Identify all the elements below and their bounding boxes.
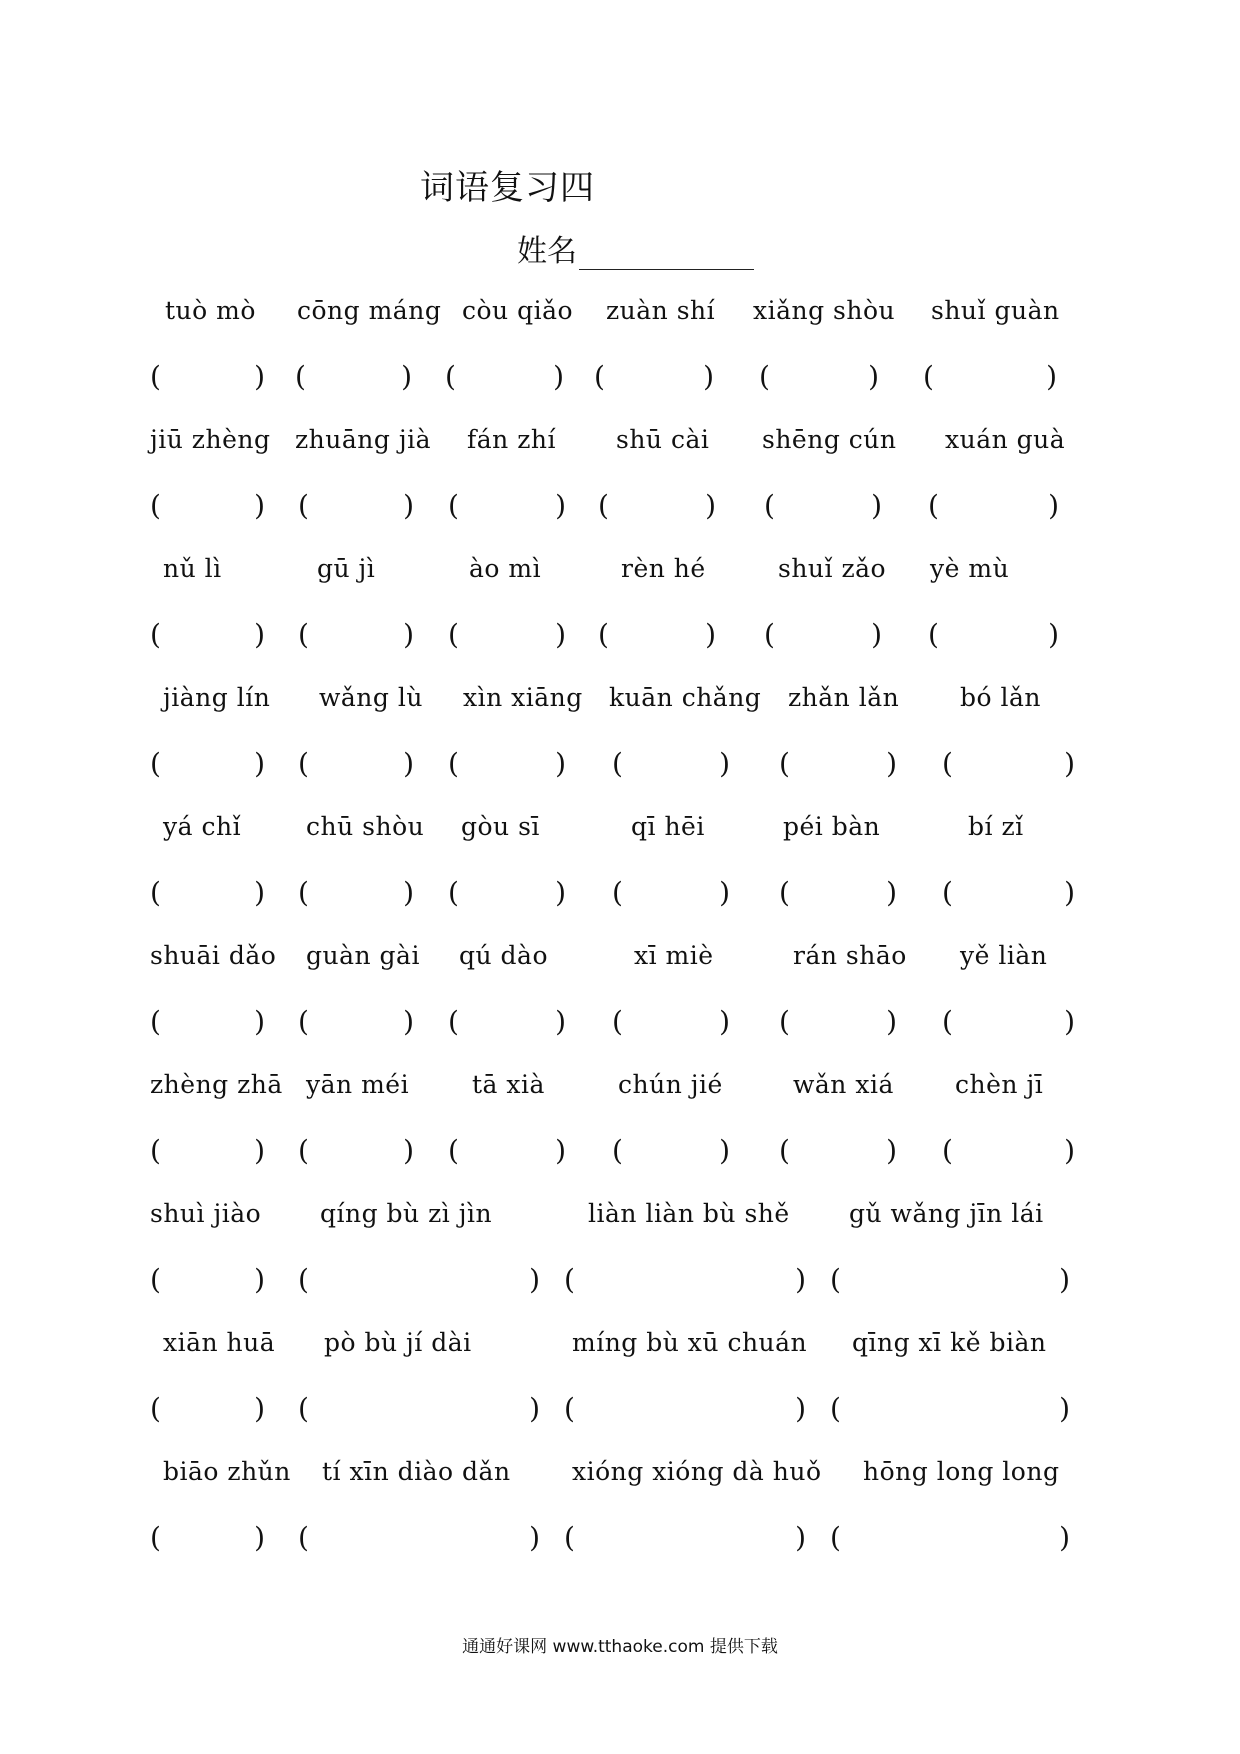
- name-blank-line[interactable]: [579, 235, 754, 270]
- pinyin-word: fán zhí: [467, 425, 556, 454]
- answer-row: [0, 1134, 1240, 1184]
- answer-row: [0, 1005, 1240, 1055]
- pinyin-word: zhǎn lǎn: [788, 683, 900, 712]
- answer-blank[interactable]: [448, 1134, 566, 1178]
- right-paren: ): [1048, 618, 1059, 651]
- pinyin-word: péi bàn: [783, 812, 881, 841]
- pinyin-word: qīng xī kě biàn: [852, 1328, 1047, 1357]
- answer-blank[interactable]: [448, 876, 566, 920]
- answer-row: [0, 618, 1240, 668]
- answer-blank[interactable]: [150, 876, 265, 920]
- pinyin-word: zuàn shí: [606, 296, 716, 325]
- right-paren: ): [254, 1263, 265, 1296]
- right-paren: ): [1064, 1005, 1075, 1038]
- answer-blank[interactable]: [448, 489, 566, 533]
- answer-row: [0, 489, 1240, 539]
- left-paren: (: [779, 876, 790, 909]
- left-paren: (: [764, 618, 775, 651]
- left-paren: (: [298, 618, 309, 651]
- left-paren: (: [779, 1134, 790, 1167]
- answer-blank[interactable]: [942, 876, 1075, 920]
- answer-blank[interactable]: [564, 1263, 806, 1307]
- right-paren: ): [254, 360, 265, 393]
- right-paren: ): [886, 1005, 897, 1038]
- right-paren: ): [254, 1005, 265, 1038]
- left-paren: (: [928, 618, 939, 651]
- right-paren: ): [1059, 1521, 1070, 1554]
- left-paren: (: [942, 1005, 953, 1038]
- left-paren: (: [295, 360, 306, 393]
- answer-blank[interactable]: [564, 1521, 806, 1565]
- pinyin-word: chún jié: [618, 1070, 723, 1099]
- left-paren: (: [830, 1263, 841, 1296]
- pinyin-word: wǎng lù: [319, 683, 423, 712]
- answer-blank[interactable]: [298, 618, 414, 662]
- right-paren: ): [795, 1521, 806, 1554]
- answer-blank[interactable]: [612, 876, 730, 920]
- pinyin-word: tuò mò: [165, 296, 256, 325]
- pinyin-word: gǔ wǎng jīn lái: [849, 1199, 1044, 1228]
- answer-row: [0, 747, 1240, 797]
- pinyin-word: qī hēi: [631, 812, 705, 841]
- pinyin-row: [0, 941, 1240, 991]
- pinyin-word: qú dào: [459, 941, 549, 970]
- pinyin-row: [0, 1457, 1240, 1507]
- pinyin-word: shū cài: [616, 425, 710, 454]
- pinyin-row: [0, 1199, 1240, 1249]
- pinyin-word: gòu sī: [461, 812, 540, 841]
- answer-blank[interactable]: [448, 618, 566, 662]
- right-paren: ): [529, 1392, 540, 1425]
- pinyin-word: kuān chǎng: [609, 683, 762, 712]
- answer-blank[interactable]: [150, 360, 265, 404]
- answer-blank[interactable]: [764, 489, 882, 533]
- left-paren: (: [150, 1521, 161, 1554]
- answer-blank[interactable]: [779, 876, 897, 920]
- pinyin-word: nǔ lì: [163, 554, 222, 583]
- right-paren: ): [868, 360, 879, 393]
- pinyin-word: shuì jiào: [150, 1199, 262, 1228]
- pinyin-word: rèn hé: [621, 554, 706, 583]
- left-paren: (: [150, 1005, 161, 1038]
- left-paren: (: [942, 1134, 953, 1167]
- pinyin-word: yān méi: [306, 1070, 410, 1099]
- right-paren: ): [254, 618, 265, 651]
- left-paren: (: [298, 489, 309, 522]
- left-paren: (: [594, 360, 605, 393]
- answer-blank[interactable]: [764, 618, 882, 662]
- right-paren: ): [529, 1521, 540, 1554]
- answer-blank[interactable]: [830, 1392, 1070, 1436]
- answer-blank[interactable]: [298, 1392, 540, 1436]
- left-paren: (: [779, 747, 790, 780]
- pinyin-word: shuǐ guàn: [931, 296, 1060, 325]
- right-paren: ): [719, 747, 730, 780]
- pinyin-row: [0, 425, 1240, 475]
- pinyin-word: gū jì: [317, 554, 376, 583]
- answer-blank[interactable]: [298, 876, 414, 920]
- answer-blank[interactable]: [759, 360, 879, 404]
- left-paren: (: [942, 876, 953, 909]
- right-paren: ): [555, 1005, 566, 1038]
- right-paren: ): [403, 618, 414, 651]
- pinyin-word: yè mù: [930, 554, 1010, 583]
- pinyin-row: [0, 296, 1240, 346]
- answer-blank[interactable]: [779, 1134, 897, 1178]
- right-paren: ): [1059, 1263, 1070, 1296]
- pinyin-word: zhuāng jià: [295, 425, 431, 454]
- right-paren: ): [719, 1005, 730, 1038]
- left-paren: (: [150, 747, 161, 780]
- right-paren: ): [795, 1263, 806, 1296]
- right-paren: ): [1064, 747, 1075, 780]
- right-paren: ): [401, 360, 412, 393]
- left-paren: (: [448, 618, 459, 651]
- right-paren: ): [254, 489, 265, 522]
- right-paren: ): [403, 1134, 414, 1167]
- left-paren: (: [298, 1134, 309, 1167]
- left-paren: (: [448, 1005, 459, 1038]
- answer-blank[interactable]: [830, 1263, 1070, 1307]
- pinyin-word: xī miè: [634, 941, 714, 970]
- left-paren: (: [448, 747, 459, 780]
- answer-blank[interactable]: [150, 1005, 265, 1049]
- right-paren: ): [705, 618, 716, 651]
- pinyin-word: jiū zhèng: [150, 425, 271, 454]
- right-paren: ): [403, 747, 414, 780]
- answer-blank[interactable]: [942, 747, 1075, 791]
- answer-blank[interactable]: [448, 747, 566, 791]
- pinyin-word: yá chǐ: [163, 812, 242, 841]
- pinyin-word: zhèng zhā: [150, 1070, 283, 1099]
- footer-credit: 通通好课网 www.tthaoke.com 提供下载: [462, 1637, 778, 1657]
- left-paren: (: [298, 1392, 309, 1425]
- name-field: [517, 226, 754, 270]
- right-paren: ): [254, 1392, 265, 1425]
- right-paren: ): [403, 489, 414, 522]
- left-paren: (: [612, 1005, 623, 1038]
- pinyin-row: [0, 554, 1240, 604]
- right-paren: ): [254, 1521, 265, 1554]
- right-paren: ): [886, 747, 897, 780]
- left-paren: (: [150, 489, 161, 522]
- pinyin-word: shuāi dǎo: [150, 941, 277, 970]
- right-paren: ): [886, 1134, 897, 1167]
- right-paren: ): [871, 489, 882, 522]
- right-paren: ): [705, 489, 716, 522]
- left-paren: (: [564, 1392, 575, 1425]
- answer-blank[interactable]: [298, 747, 414, 791]
- right-paren: ): [553, 360, 564, 393]
- right-paren: ): [555, 747, 566, 780]
- pinyin-word: biāo zhǔn: [163, 1457, 291, 1486]
- pinyin-word: hōng long long: [863, 1457, 1060, 1486]
- answer-blank[interactable]: [150, 1392, 265, 1436]
- pinyin-word: bó lǎn: [960, 683, 1042, 712]
- left-paren: (: [298, 1005, 309, 1038]
- answer-blank[interactable]: [445, 360, 564, 404]
- answer-blank[interactable]: [923, 360, 1057, 404]
- pinyin-word: pò bù jí dài: [324, 1328, 472, 1357]
- answer-blank[interactable]: [942, 1005, 1075, 1049]
- answer-blank[interactable]: [150, 1134, 265, 1178]
- pinyin-word: ào mì: [469, 554, 542, 583]
- right-paren: ): [1048, 489, 1059, 522]
- pinyin-word: shēng cún: [762, 425, 897, 454]
- pinyin-word: tí xīn diào dǎn: [322, 1457, 511, 1486]
- right-paren: ): [254, 1134, 265, 1167]
- answer-blank[interactable]: [150, 618, 265, 662]
- answer-blank[interactable]: [564, 1392, 806, 1436]
- pinyin-word: chèn jī: [955, 1070, 1044, 1099]
- pinyin-word: còu qiǎo: [462, 296, 574, 325]
- pinyin-word: xìn xiāng: [463, 683, 583, 712]
- right-paren: ): [1059, 1392, 1070, 1425]
- left-paren: (: [150, 1263, 161, 1296]
- right-paren: ): [886, 876, 897, 909]
- left-paren: (: [298, 1521, 309, 1554]
- right-paren: ): [719, 876, 730, 909]
- pinyin-word: xuán guà: [945, 425, 1066, 454]
- right-paren: ): [719, 1134, 730, 1167]
- right-paren: ): [555, 876, 566, 909]
- right-paren: ): [555, 1134, 566, 1167]
- answer-blank[interactable]: [779, 1005, 897, 1049]
- answer-blank[interactable]: [612, 747, 730, 791]
- answer-blank[interactable]: [150, 489, 265, 533]
- left-paren: (: [779, 1005, 790, 1038]
- left-paren: (: [448, 1134, 459, 1167]
- pinyin-word: wǎn xiá: [793, 1070, 894, 1099]
- right-paren: ): [555, 489, 566, 522]
- answer-blank[interactable]: [298, 1263, 540, 1307]
- answer-blank[interactable]: [928, 489, 1059, 533]
- left-paren: (: [150, 876, 161, 909]
- pinyin-word: bí zǐ: [968, 812, 1024, 841]
- right-paren: ): [254, 747, 265, 780]
- right-paren: ): [1064, 876, 1075, 909]
- answer-blank[interactable]: [298, 1005, 414, 1049]
- pinyin-word: xióng xióng dà huǒ: [572, 1457, 822, 1486]
- right-paren: ): [403, 876, 414, 909]
- pinyin-word: cōng máng: [297, 296, 442, 325]
- answer-blank[interactable]: [928, 618, 1059, 662]
- answer-blank[interactable]: [612, 1005, 730, 1049]
- left-paren: (: [598, 489, 609, 522]
- pinyin-row: [0, 683, 1240, 733]
- right-paren: ): [795, 1392, 806, 1425]
- answer-blank[interactable]: [830, 1521, 1070, 1565]
- answer-blank[interactable]: [298, 1521, 540, 1565]
- pinyin-word: chū shòu: [306, 812, 425, 841]
- left-paren: (: [764, 489, 775, 522]
- left-paren: (: [564, 1521, 575, 1554]
- right-paren: ): [1046, 360, 1057, 393]
- left-paren: (: [612, 876, 623, 909]
- pinyin-row: [0, 1328, 1240, 1378]
- left-paren: (: [598, 618, 609, 651]
- answer-blank[interactable]: [150, 1263, 265, 1307]
- answer-blank[interactable]: [150, 1521, 265, 1565]
- answer-blank[interactable]: [779, 747, 897, 791]
- left-paren: (: [150, 618, 161, 651]
- left-paren: (: [150, 1134, 161, 1167]
- left-paren: (: [150, 1392, 161, 1425]
- left-paren: (: [298, 747, 309, 780]
- left-paren: (: [298, 876, 309, 909]
- pinyin-word: qíng bù zì jìn: [320, 1199, 493, 1228]
- left-paren: (: [830, 1521, 841, 1554]
- answer-blank[interactable]: [612, 1134, 730, 1178]
- answer-blank[interactable]: [942, 1134, 1075, 1178]
- answer-row: [0, 1521, 1240, 1571]
- answer-row: [0, 1392, 1240, 1442]
- answer-blank[interactable]: [598, 489, 716, 533]
- left-paren: (: [612, 747, 623, 780]
- answer-blank[interactable]: [298, 1134, 414, 1178]
- pinyin-row: [0, 812, 1240, 862]
- left-paren: (: [445, 360, 456, 393]
- worksheet-title: 词语复习四: [420, 168, 595, 208]
- pinyin-word: yě liàn: [960, 941, 1048, 970]
- pinyin-word: xiǎng shòu: [753, 296, 896, 325]
- left-paren: (: [448, 876, 459, 909]
- pinyin-word: shuǐ zǎo: [778, 554, 887, 583]
- answer-row: [0, 360, 1240, 410]
- left-paren: (: [942, 747, 953, 780]
- answer-blank[interactable]: [594, 360, 714, 404]
- left-paren: (: [830, 1392, 841, 1425]
- left-paren: (: [448, 489, 459, 522]
- right-paren: ): [871, 618, 882, 651]
- answer-blank[interactable]: [448, 1005, 566, 1049]
- left-paren: (: [923, 360, 934, 393]
- name-label: 姓名: [517, 234, 577, 269]
- answer-row: [0, 1263, 1240, 1313]
- pinyin-word: xiān huā: [163, 1328, 276, 1357]
- answer-row: [0, 876, 1240, 926]
- left-paren: (: [298, 1263, 309, 1296]
- left-paren: (: [928, 489, 939, 522]
- pinyin-word: tā xià: [472, 1070, 545, 1099]
- pinyin-word: míng bù xū chuán: [572, 1328, 808, 1357]
- answer-blank[interactable]: [295, 360, 412, 404]
- left-paren: (: [150, 360, 161, 393]
- pinyin-row: [0, 1070, 1240, 1120]
- pinyin-word: guàn gài: [306, 941, 420, 970]
- right-paren: ): [1064, 1134, 1075, 1167]
- answer-blank[interactable]: [298, 489, 414, 533]
- pinyin-word: rán shāo: [793, 941, 907, 970]
- right-paren: ): [254, 876, 265, 909]
- right-paren: ): [555, 618, 566, 651]
- pinyin-word: jiàng lín: [163, 683, 271, 712]
- right-paren: ): [529, 1263, 540, 1296]
- left-paren: (: [564, 1263, 575, 1296]
- right-paren: ): [403, 1005, 414, 1038]
- pinyin-word: liàn liàn bù shě: [588, 1199, 790, 1228]
- right-paren: ): [703, 360, 714, 393]
- left-paren: (: [759, 360, 770, 393]
- answer-blank[interactable]: [150, 747, 265, 791]
- left-paren: (: [612, 1134, 623, 1167]
- answer-blank[interactable]: [598, 618, 716, 662]
